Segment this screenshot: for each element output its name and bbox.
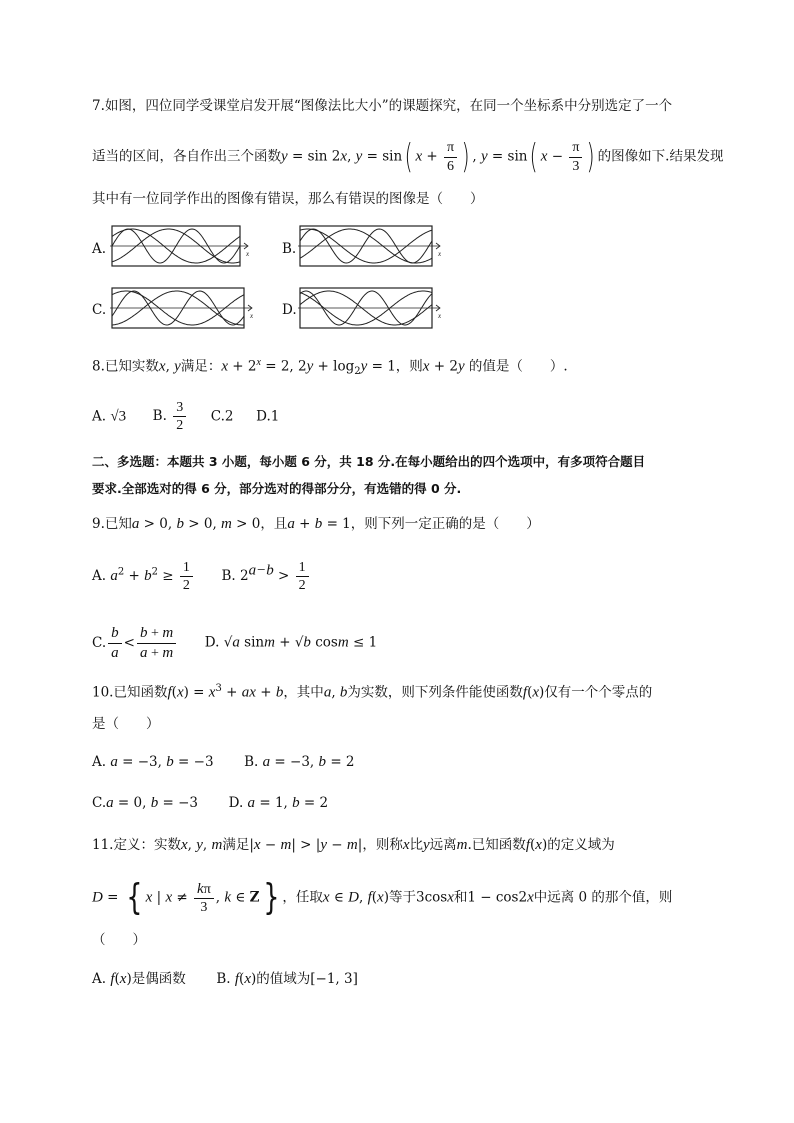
- section2-header-line1: 二、多选题：本题共 3 小题，每小题 6 分，共 18 分.在每小题给出的四个选项中，有多项符合题目: [92, 454, 646, 469]
- q7-option-d-label[interactable]: D.: [282, 302, 297, 318]
- q10-option-a[interactable]: A. a = −3, b = −3: [92, 754, 214, 770]
- q8-stem: 8.已知实数x, y满足：$x + 2^x = 2$, $2y + \log_2y = 1$，则x + 2y 的值是（ ）.: [92, 357, 568, 378]
- q9-stem: 9.已知a > 0, b > 0, m > 0，且a + b = 1，则下列一定正确的是（ ）: [92, 516, 540, 532]
- q8-option-d[interactable]: D.1: [256, 408, 280, 425]
- q7-graph-c[interactable]: [110, 286, 260, 334]
- q7-line3: 其中有一位同学作出的图像有错误，那么有错误的图像是（ ）: [92, 191, 484, 207]
- q11-stem-line3: （ ）: [92, 932, 146, 948]
- q7-line2: 适当的区间，各自作出三个函数y = sin 2x, y = sin( x + $\frac{\pi}{6}$ ) , y = sin( x − $\frac{\pi}{3}$ ) 的图像如下.结果发现: [92, 137, 724, 177]
- q11-option-b[interactable]: B. f(x)的值域为[−1, 3]: [216, 971, 358, 987]
- q11-options-row1: [92, 972, 358, 987]
- q11-domain-line: D = { x | x ≠ $\frac{k\pi}{3}$ , k ∈ Z} ，任取x ∈ D, f(x)等于3cosx和1 − cos2x中远离 0 的那个值，则: [92, 877, 673, 918]
- q10-option-b[interactable]: B. a = −3, b = 2: [244, 754, 355, 770]
- q7-option-b-label[interactable]: B.: [282, 241, 297, 257]
- q8-option-b[interactable]: B. $\frac{3}{2}$: [153, 408, 189, 424]
- q9-options-row1: [92, 560, 311, 594]
- q10-option-c[interactable]: C.a = 0, b = −3: [92, 795, 199, 811]
- q10-option-d[interactable]: D. a = 1, b = 2: [228, 795, 329, 811]
- q7-line1: 7.如图，四位同学受课堂启发开展“图像法比大小”的课题探究，在同一个坐标系中分别选定了一个: [92, 98, 673, 114]
- q7-option-a-label[interactable]: A.: [92, 241, 107, 257]
- q7-graph-b[interactable]: [298, 224, 443, 272]
- q9-option-a[interactable]: A. $a^2 + b^2$ ≥ $\frac{1}{2}$: [92, 568, 195, 584]
- q7-option-c-label[interactable]: C.: [92, 302, 107, 318]
- q9-option-d[interactable]: D. √a sinm + √b cosm ≤ 1: [204, 634, 378, 651]
- q11-stem: 11.定义：实数x, y, m满足|x − m| > |y − m|，则称x比y远离m.已知函数f(x)的定义域为: [92, 837, 615, 853]
- q8-options: [92, 400, 279, 434]
- q10-stem-line2: 是（ ）: [92, 716, 160, 732]
- q11-option-a[interactable]: A. f(x)是偶函数: [92, 971, 186, 987]
- section2-header-line2: 要求.全部选对的得 6 分，部分选对的得部分分，有选错的得 0 分.: [92, 481, 462, 496]
- svg-text:x: x: [250, 312, 254, 320]
- q9-option-c[interactable]: C. $\frac{b}{a}$ < $\frac{b + m}{a + m}$: [92, 635, 178, 651]
- q10-options-row1: [92, 755, 355, 770]
- svg-text:x: x: [438, 312, 442, 320]
- q9-options-row2: [92, 625, 377, 661]
- q8-option-a[interactable]: A. √3: [92, 408, 127, 425]
- q9-option-b[interactable]: B. $2^{a-b}$ > $\frac{1}{2}$: [222, 568, 311, 584]
- q10-stem: 10.已知函数$f(x) = x^3$ + ax + b，其中a, b为实数，则下列条件能使函数f(x)仅有一个个零点的: [92, 683, 653, 701]
- svg-text:x: x: [246, 250, 250, 258]
- q7-graph-d[interactable]: [298, 286, 443, 334]
- svg-text:x: x: [438, 250, 442, 258]
- q8-option-c[interactable]: C.2: [210, 408, 234, 425]
- q10-options-row2: [92, 796, 328, 811]
- q7-graph-a[interactable]: [110, 224, 255, 272]
